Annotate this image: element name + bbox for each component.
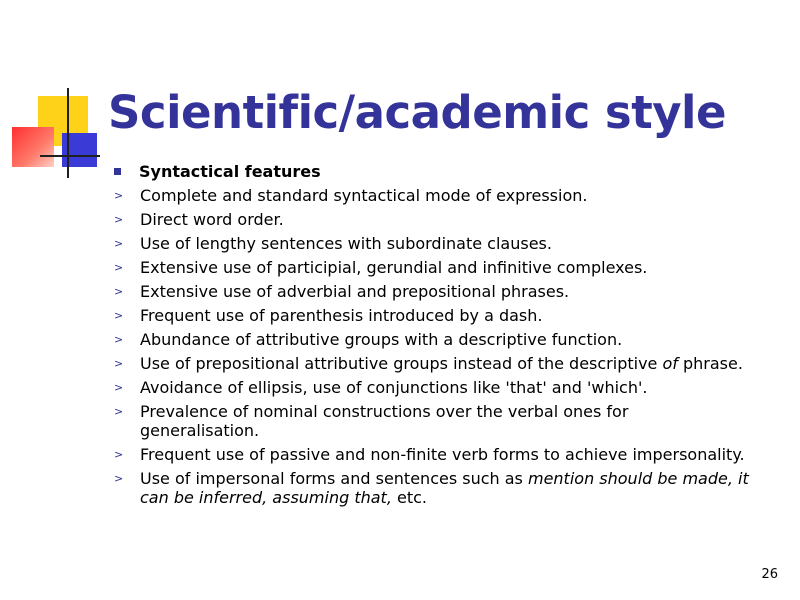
chevron-right-icon: >	[114, 405, 124, 418]
square-bullet-icon	[114, 168, 121, 175]
list-item	[112, 306, 752, 325]
list-item-italic: mention should be made, it can be inferred, assuming that,	[140, 469, 749, 507]
page-number: 26	[761, 567, 778, 582]
chevron-right-icon: >	[114, 213, 124, 226]
slide-title: Scientific/academic style	[108, 86, 726, 139]
list-item-text: Abundance of attributive groups with a descriptive function.	[140, 330, 623, 349]
chevron-right-icon: >	[114, 357, 124, 370]
chevron-right-icon: >	[114, 189, 124, 202]
list-item	[112, 186, 752, 205]
chevron-right-icon: >	[114, 261, 124, 274]
list-item-text-part: phrase.	[677, 354, 743, 373]
list-item	[112, 354, 752, 373]
list-item-text: Prevalence of nominal constructions over the verbal ones for generalisation.	[140, 402, 629, 440]
list-item-text: Extensive use of participial, gerundial and infinitive complexes.	[140, 258, 648, 277]
list-item-text: Extensive use of adverbial and prepositional phrases.	[140, 282, 570, 301]
list-item	[112, 330, 752, 349]
list-item	[112, 445, 752, 464]
list-item	[112, 402, 752, 440]
horizontal-line	[40, 155, 100, 157]
list-item-text	[140, 354, 752, 373]
chevron-right-icon: >	[114, 333, 124, 346]
list-item	[112, 234, 752, 253]
list-item-text: Frequent use of passive and non-finite verb forms to achieve impersonality.	[140, 445, 745, 464]
chevron-right-icon: >	[114, 285, 124, 298]
list-item-text-part: Use of impersonal forms and sentences such as	[140, 469, 528, 488]
section-heading	[112, 162, 752, 181]
slide-content	[112, 162, 752, 512]
list-item-italic: of	[662, 354, 678, 373]
chevron-right-icon: >	[114, 381, 124, 394]
list-item-text: Complete and standard syntactical mode of expression.	[140, 186, 588, 205]
vertical-line	[67, 88, 69, 178]
list-item	[112, 258, 752, 277]
list-item	[112, 469, 752, 507]
list-item-text: Use of lengthy sentences with subordinate clauses.	[140, 234, 552, 253]
chevron-right-icon: >	[114, 237, 124, 250]
list-item	[112, 282, 752, 301]
list-item-text-part: Use of prepositional attributive groups instead of the descriptive	[140, 354, 663, 373]
list-item-text: Direct word order.	[140, 210, 284, 229]
list-item-text	[140, 469, 752, 507]
chevron-right-icon: >	[114, 472, 124, 485]
section-heading-text: Syntactical features	[139, 162, 321, 181]
list-item-text: Frequent use of parenthesis introduced by a dash.	[140, 306, 543, 325]
list-item	[112, 378, 752, 397]
list-item-text-part: etc.	[391, 488, 428, 507]
chevron-right-icon: >	[114, 309, 124, 322]
list-item-text: Avoidance of ellipsis, use of conjunctions like 'that' and 'which'.	[140, 378, 648, 397]
red-square-icon	[12, 127, 54, 167]
list-item	[112, 210, 752, 229]
bullet-list	[112, 186, 752, 507]
chevron-right-icon: >	[114, 448, 124, 461]
